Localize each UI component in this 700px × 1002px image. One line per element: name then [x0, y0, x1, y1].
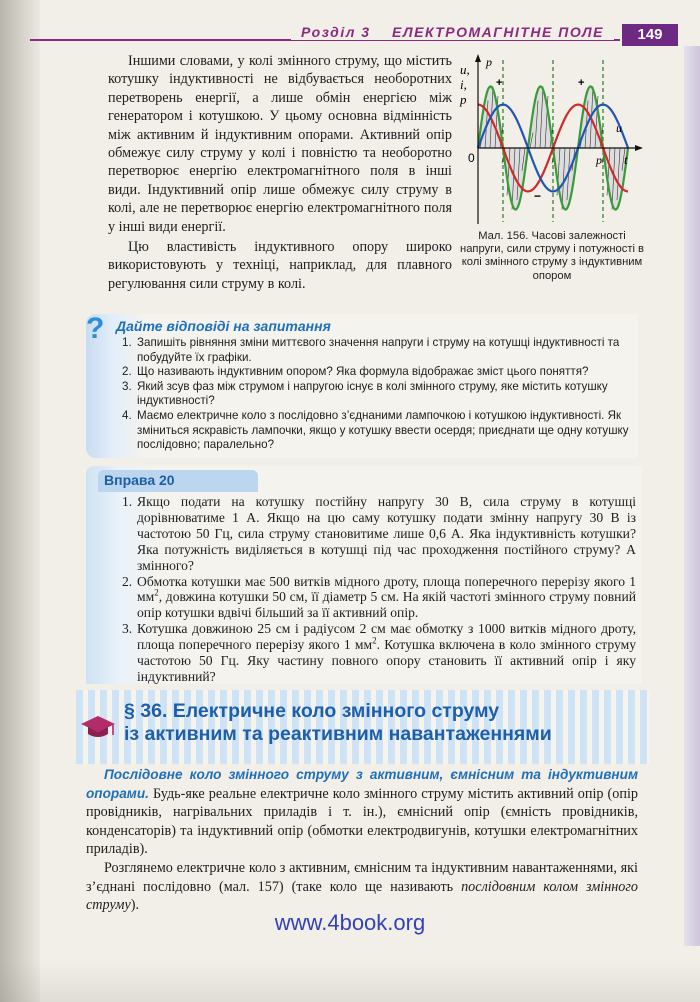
- list-item: 4. Маємо електричне коло з послідовно з’єднаними лампочкою і котушкою індуктивності. Як зміниться яскравість лампочки, якщо у котушку ввести осердя; приєднати ще одну котушку послідовно; паралельно?: [122, 408, 629, 452]
- u-curve-label: u: [616, 121, 622, 135]
- main-text: [108, 52, 452, 293]
- paragraph: Розглянемо електричне коло з активним, ємнісним та індуктивним навантаженнями, які з’єднані послідовно (мал. 157) (таке коло ще називають послідовним колом змінного струму).: [86, 859, 638, 914]
- list-item: 2. Що називають індуктивним опором? Яка формула відображає зміст цього поняття?: [122, 365, 589, 379]
- exercise-list: [122, 494, 636, 685]
- paragraph: Цю властивість індуктивного опору широко використовують у техніці, наприклад, для плавного регулювання сили струму в колі.: [108, 239, 452, 292]
- p-curve-label-right: p: [596, 153, 602, 167]
- page-number: 149: [622, 24, 678, 46]
- chapter-label: Розділ 3: [301, 24, 371, 40]
- plus-sign: +: [578, 77, 585, 89]
- plus-sign: +: [496, 77, 503, 89]
- watermark-url: www.4book.org: [274, 910, 426, 935]
- questions-title: Дайте відповіді на запитання: [116, 318, 331, 334]
- exercise-title: Вправа 20: [104, 472, 175, 488]
- graduation-cap-icon: [80, 714, 116, 740]
- section-text: [86, 766, 638, 915]
- header-title: [291, 24, 614, 40]
- waveform-graph: [456, 52, 646, 230]
- axis-i-label: i,: [460, 77, 467, 92]
- figure-caption: Мал. 156. Часові залежності напруги, сили струму і потужності в колі змінного струму з індуктивним опором: [460, 230, 644, 282]
- origin-label: 0: [468, 151, 475, 165]
- chapter-topic: ЕЛЕКТРОМАГНІТНЕ ПОЛЕ: [391, 24, 604, 40]
- list-item: 3. Який зсув фаз між струмом і напругою існує в колі змінного струму, яке містить котушку індуктивності?: [122, 379, 608, 408]
- p-curve-label-top: p: [486, 55, 492, 69]
- list-item: 2. Обмотка котушки має 500 витків мідного дроту, площа поперечного перерізу якого 1 $мм^2$, довжина котушки 50 см, її діаметр 5 см. На якій частоті змінного струму повний опір котушки вдвічі більший за її активний опір.: [122, 573, 636, 621]
- list-item: 3. Котушка довжиною 25 см і радіусом 2 см має обмотку з 1000 витків мідного дроту, площа поперечного перерізу якого 1 $мм^2$. Котушка включена в коло змінного струму частотою 50 Гц. Яку частину повного опору становить її активний опір і яку індуктивний?: [122, 621, 636, 684]
- minus-sign: −: [534, 189, 542, 203]
- question-icon: ?: [86, 312, 105, 345]
- questions-list: [122, 336, 630, 453]
- axis-u-label: u,: [460, 62, 470, 77]
- lead-in: Послідовне коло змінного струму з активним, ємнісним та індуктивним опорами.: [86, 767, 638, 801]
- section-title-line1: § 36. Електричне коло змінного струму: [124, 700, 500, 722]
- paragraph: Послідовне коло змінного струму з активним, ємнісним та індуктивним опорами. Будь-яке реальне електричне коло змінного струму містить активний опір (опір провідників, нагрівальних приладів і т. ін.), ємнісний опір (ємність провідників, конденсаторів) та індуктивний опір (обмотки електродвигунів, котушки електромагнітних приладів).: [86, 767, 638, 858]
- paragraph: Іншими словами, у колі змінного струму, що містить котушку індуктивності не відбувається необоротних перетворень енергії, а лише обмін енергією між генератором і котушкою. У цьому основна відмінність між активним й індуктивним опорами. Активний опір обмежує силу струму у колі і повністю та необоротно перетворює енергію електромагнітного поля в інші види. Індуктивний опір лише обмежує силу струму в колі, але не перетворює енергію електромагнітного поля у інші види енергії.: [108, 53, 452, 235]
- questions-box: [86, 314, 638, 458]
- t-axis-arrow: [635, 145, 643, 151]
- section-title: [124, 700, 644, 746]
- running-header: [30, 24, 700, 46]
- t-label: t: [624, 152, 628, 167]
- bottom-shade: [0, 960, 700, 1002]
- axis-p-label: p: [460, 92, 467, 107]
- exercise-box: [86, 466, 642, 684]
- list-item: 1. Запишіть рівняння зміни миттєвого значення напруги і струму на котушці індуктивності та побудуйте їх графіки.: [122, 336, 620, 364]
- list-item: 1. Якщо подати на котушку постійну напругу 30 В, сила струму в котушці дорівнюватиме 1 А. Якщо на цю саму котушку подати змінну напругу 30 В із частотою 50 Гц, сила струму становитиме лише 0,6 А. Яка індуктивність котушки? Яка потужність виділяється в котушці під час проходження постійного струму? А змінного?: [122, 494, 636, 573]
- section-heading-band: [76, 690, 650, 764]
- page-edge-strip: [684, 46, 700, 946]
- figure-156: [456, 52, 646, 302]
- book-spine-shadow: [0, 0, 40, 1002]
- emphasis: послідовним колом змінного струму: [86, 878, 638, 914]
- section-title-line2: із активним та реактивним навантаженнями: [124, 723, 552, 745]
- y-axis-arrow: [475, 54, 481, 62]
